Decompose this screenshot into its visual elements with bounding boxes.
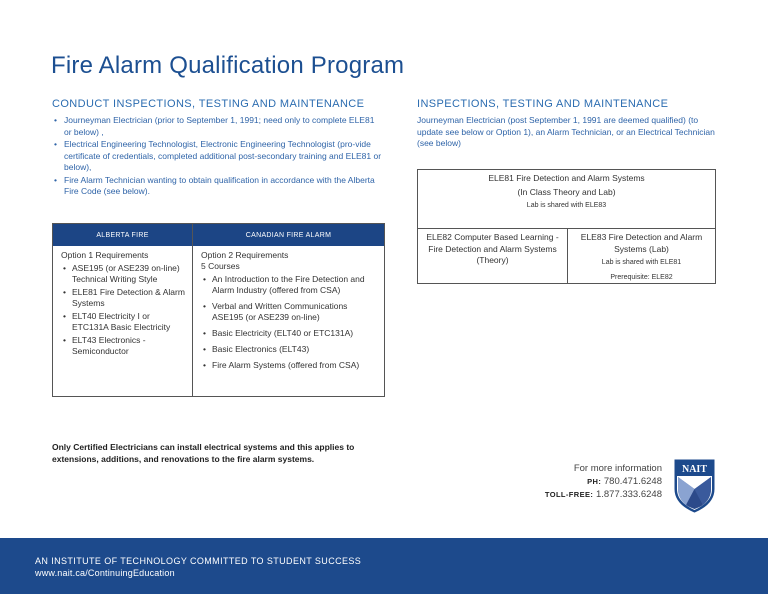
ele81-title: ELE81 Fire Detection and Alarm Systems: [488, 173, 645, 183]
tollfree-label: TOLL-FREE:: [544, 490, 594, 499]
requirements-table: [52, 223, 385, 397]
left-bullet-item: • Journeyman Electrician (prior to September 1, 1991; need only to complete ELE81 or below) ,: [52, 115, 382, 138]
course-box-ele81: [417, 169, 716, 229]
footer-tagline: AN INSTITUTE OF TECHNOLOGY COMMITTED TO STUDENT SUCCESS: [35, 556, 362, 566]
table-header-alberta: ALBERTA FIRE: [53, 224, 192, 246]
ele83-note-lab: Lab is shared with ELE81: [601, 259, 682, 266]
ele82-text: ELE82 Computer Based Learning - Fire Detection and Alarm Systems (Theory): [426, 232, 559, 265]
ele83-note-prereq: Prerequisite: ELE82: [610, 273, 673, 281]
footer-url[interactable]: www.nait.ca/ContinuingEducation: [35, 568, 175, 578]
nait-logo: [674, 459, 715, 513]
left-heading: CONDUCT INSPECTIONS, TESTING AND MAINTENANCE: [52, 98, 365, 110]
option2-subtitle: 5 Courses: [201, 261, 240, 271]
ele83-title: ELE83 Fire Detection and Alarm Systems (Lab): [580, 232, 703, 254]
table-header-canadian: CANADIAN FIRE ALARM: [193, 224, 384, 246]
option1-item: • ASE195 (or ASE239 on-line) Technical Writing Style: [61, 263, 188, 285]
right-heading: INSPECTIONS, TESTING AND MAINTENANCE: [417, 98, 669, 110]
tollfree-number[interactable]: 1.877.333.6248: [595, 489, 662, 500]
phone-number[interactable]: 780.471.6248: [603, 476, 662, 487]
option1-title: Option 1 Requirements: [61, 250, 149, 260]
footer-bar: [0, 538, 768, 594]
ele81-subtitle: (In Class Theory and Lab): [517, 186, 616, 197]
phone-label: PH:: [587, 477, 602, 486]
contact-info: [545, 462, 662, 501]
course-box-ele82: [417, 228, 568, 284]
table-col-option2: [201, 246, 379, 396]
option2-item: • An Introduction to the Fire Detection and Alarm Industry (offered from CSA): [201, 274, 379, 296]
contact-phone: [545, 475, 662, 488]
certification-note: Only Certified Electricians can install electrical systems and this applies to extensions, additions, and renovations to the fire alarm systems.: [52, 442, 355, 464]
table-divider: [192, 224, 193, 396]
option2-item: • Verbal and Written Communications ASE195 (or ASE239 on-line): [201, 301, 379, 323]
page-title: Fire Alarm Qualification Program: [51, 52, 405, 79]
option1-item: • ELT40 Electricity I or ETC131A Basic Electricity: [61, 311, 188, 333]
table-col-option1: [61, 246, 188, 396]
contact-intro: For more information: [573, 463, 662, 474]
option2-item: • Fire Alarm Systems (offered from CSA): [201, 360, 379, 371]
option2-item: • Basic Electronics (ELT43): [201, 344, 379, 355]
ele81-note: Lab is shared with ELE83: [526, 202, 607, 209]
left-bullet-item: • Fire Alarm Technician wanting to obtain qualification in accordance with the Alberta Fire Code (see below).: [52, 175, 382, 198]
option1-item: • ELE81 Fire Detection & Alarm Systems: [61, 287, 188, 309]
logo-text: NAIT: [681, 464, 708, 475]
right-description: Journeyman Electrician (post September 1, 1991 are deemed qualified) (to update see below or Option 1), an Alarm Technician, or an Electrical Technician (see below): [417, 115, 715, 148]
left-bullet-list: [52, 115, 382, 199]
left-bullet-item: • Electrical Engineering Technologist, Electronic Engineering Technologist (pro-vide certificate of credentials, completed additional post-secondary training and ELE81 or below),: [52, 139, 382, 174]
course-box-ele83: [567, 228, 716, 284]
option2-item: • Basic Electricity (ELT40 or ETC131A): [201, 328, 379, 339]
option2-title: Option 2 Requirements: [201, 250, 289, 260]
option1-item: • ELT43 Electronics - Semiconductor: [61, 335, 188, 357]
contact-tollfree: [545, 488, 662, 501]
